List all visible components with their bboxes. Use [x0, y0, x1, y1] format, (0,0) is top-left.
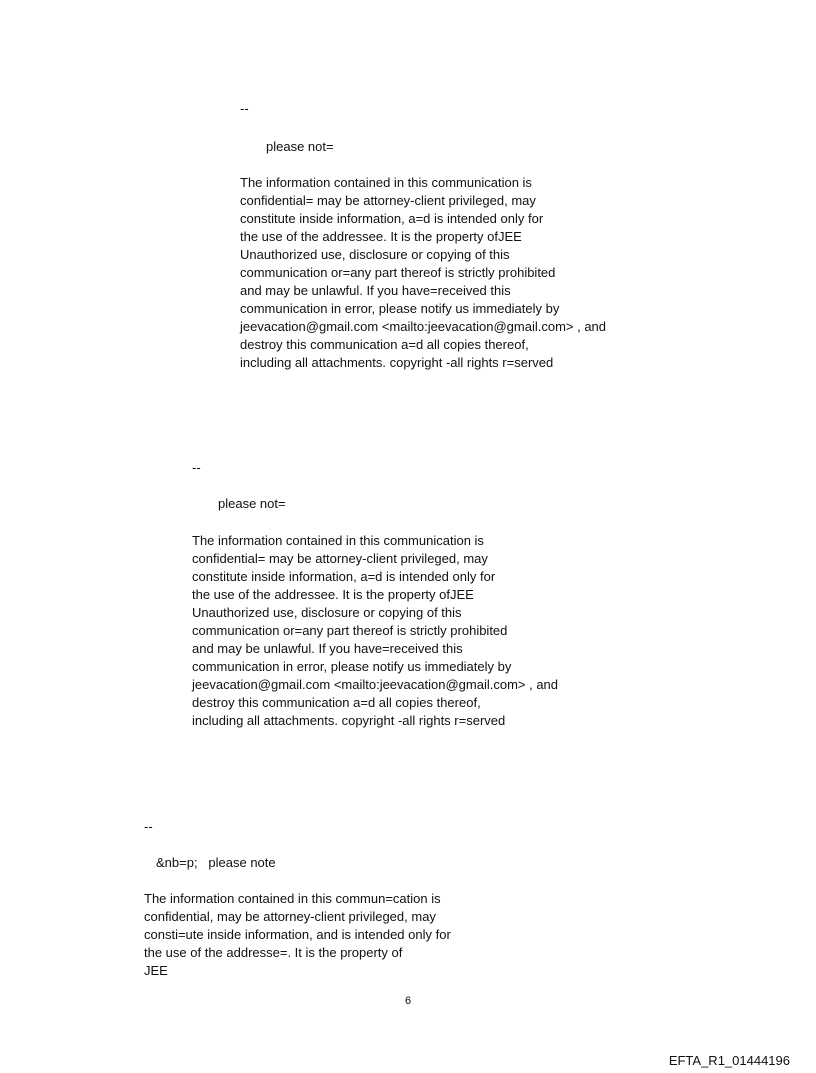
- paragraph-line: including all attachments. copyright -all rights r=served: [192, 713, 506, 728]
- paragraph-line: confidential= may be attorney-client privileged, may: [240, 193, 536, 208]
- note-heading-3: &nb=p; please note: [156, 855, 276, 870]
- paragraph-line: confidential= may be attorney-client privileged, may: [192, 551, 488, 566]
- document-id: EFTA_R1_01444196: [668, 1053, 790, 1068]
- paragraph-line: including all attachments. copyright -all rights r=served: [240, 355, 554, 370]
- disclaimer-paragraph-3: [144, 890, 451, 980]
- paragraph-line: the use of the addressee. It is the property ofJEE: [240, 229, 522, 244]
- paragraph-line: communication in error, please notify us immediately by: [192, 659, 512, 674]
- paragraph-line: destroy this communication a=d all copies thereof,: [192, 695, 481, 710]
- paragraph-line: Unauthorized use, disclosure or copying of this: [192, 605, 462, 620]
- note-heading-2: please not=: [218, 496, 286, 511]
- separator-3: --: [144, 819, 153, 834]
- paragraph-line: Unauthorized use, disclosure or copying of this: [240, 247, 510, 262]
- note-heading-1: please not=: [266, 139, 334, 154]
- paragraph-line: confidential, may be attorney-client privileged, may: [144, 909, 436, 924]
- disclaimer-paragraph-1: [240, 174, 606, 372]
- email-line[interactable]: jeevacation@gmail.com <mailto:jeevacation@gmail.com> , and: [240, 319, 607, 334]
- email-line[interactable]: jeevacation@gmail.com <mailto:jeevacation@gmail.com> , and: [192, 677, 559, 692]
- page-number: 6: [404, 995, 412, 1007]
- paragraph-line: The information contained in this communication is: [240, 175, 532, 190]
- paragraph-line: consti=ute inside information, and is intended only for: [144, 927, 451, 942]
- paragraph-line: communication or=any part thereof is strictly prohibited: [192, 623, 508, 638]
- paragraph-line: the use of the addresse=. It is the property of: [144, 945, 403, 960]
- paragraph-line: and may be unlawful. If you have=received this: [192, 641, 463, 656]
- paragraph-line: The information contained in this communication is: [192, 533, 484, 548]
- paragraph-line: and may be unlawful. If you have=received this: [240, 283, 511, 298]
- paragraph-line: destroy this communication a=d all copies thereof,: [240, 337, 529, 352]
- paragraph-line: the use of the addressee. It is the property ofJEE: [192, 587, 474, 602]
- separator-2: --: [192, 460, 201, 475]
- separator-1: --: [240, 101, 249, 116]
- paragraph-line: JEE: [144, 963, 168, 978]
- paragraph-line: constitute inside information, a=d is intended only for: [192, 569, 496, 584]
- paragraph-line: The information contained in this commun=cation is: [144, 891, 441, 906]
- paragraph-line: communication or=any part thereof is strictly prohibited: [240, 265, 556, 280]
- disclaimer-paragraph-2: [192, 532, 558, 730]
- paragraph-line: communication in error, please notify us immediately by: [240, 301, 560, 316]
- paragraph-line: constitute inside information, a=d is intended only for: [240, 211, 544, 226]
